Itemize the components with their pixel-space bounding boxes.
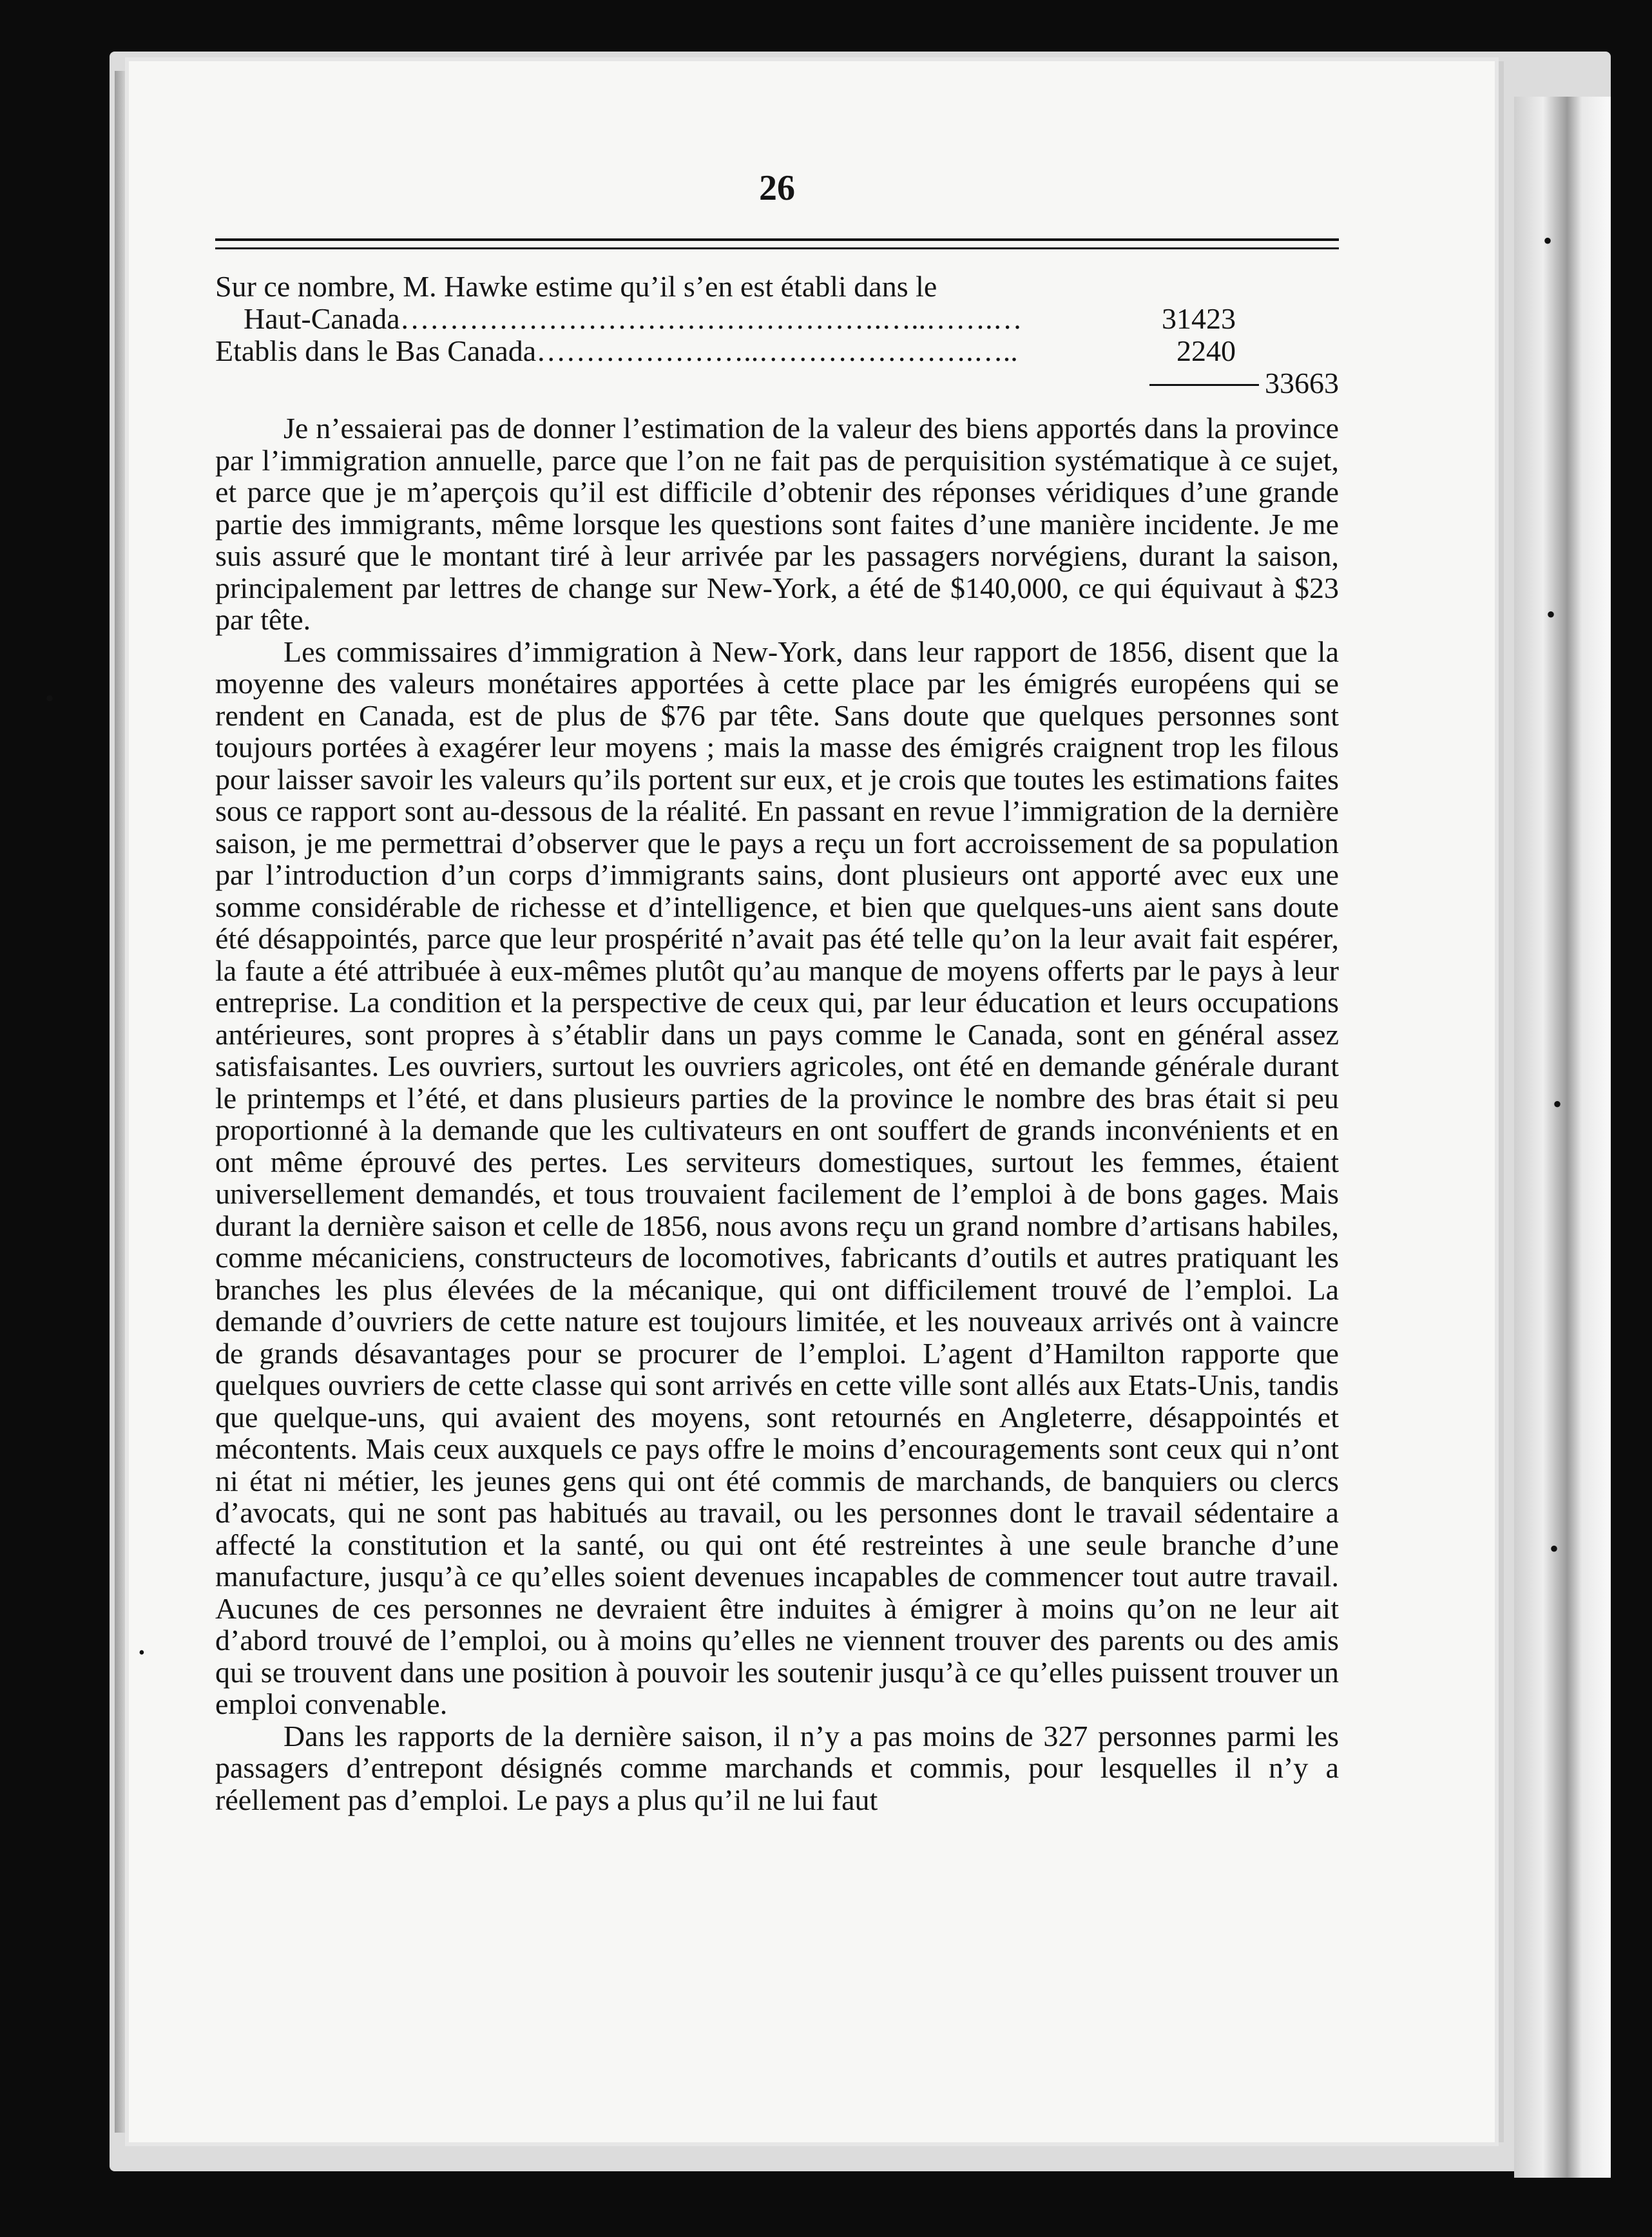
scan-speck: • xyxy=(45,684,55,713)
sum-rule xyxy=(1149,384,1259,386)
stats-intro-text: Sur ce nombre, M. Hawke estime qu’il s’en est établi dans le xyxy=(215,270,937,303)
binding-mark: • xyxy=(1550,1534,1559,1563)
body-text xyxy=(215,412,1339,1816)
stats-intro xyxy=(215,271,1339,303)
paragraph: Les commissaires d’immigration à New-York, dans leur rapport de 1856, disent que la moyenne des valeurs monétaires apportées à cette place par les émigrés européens qui se rendent en Canada, est de plus de $76 par tête. Sans doute que quelques personnes sont toujours portées à exagérer leur moyens ; mais la masse des émigrés craignent trop les filous pour laisser savoir les valeurs qu’ils portent sur eux, et je crois que toutes les estimations faites sous ce rapport sont au-dessous de la réalité. En passant en revue l’immigration de la dernière saison, je me permettrai d’observer que le pays a reçu un fort accroissement de sa population par l’introduction d’un corps d’immigrants sains, dont plusieurs ont apporté avec eux une somme considérable de richesse et d’intelligence, et bien que quelques-uns aient sans doute été désappointés, parce que leur prospérité n’avait pas été telle qu’on la leur avait fait espérer, la faute a été attribuée à eux-mêmes plutôt qu’au manque de moyens offerts par le pays à leur entreprise. La condition et la perspective de ceux qui, par leur éducation et leurs occupations antérieures, sont propres à s’établir dans un pays comme le Canada, sont en général assez satisfaisantes. Les ouvriers, surtout les ouvriers agricoles, ont été en demande générale durant le printemps et l’été, et dans plusieurs parties de la province le nombre des bras était si peu proportionné à la demande que les cultivateurs en ont souffert de grands inconvénients et en ont même éprouvé des pertes. Les serviteurs domestiques, surtout les femmes, étaient universellement demandés, et tous trouvaient facilement de l’emploi à de bons gages. Mais durant la dernière saison et celle de 1856, nous avons reçu un grand nombre d’artisans habiles, comme mécaniciens, constructeurs de locomotives, fabricants d’outils et autres pratiquant les branches les plus élevées de la mécanique, qui ont difficilement trouvé de l’emploi. La demande d’ouvriers de cette nature est toujours limitée, et les nouveaux arrivés ont à vaincre de grands désavantages pour se procurer de l’emploi. L’agent d’Hamilton rapporte que quelques ouvriers de cette classe qui sont arrivés en cette ville sont allés aux Etats-Unis, tandis que quelque-uns, qui avaient des moyens, sont retournés en Angleterre, désappointés et mécontents. Mais ceux auxquels ce pays offre le moins d’encouragements sont ceux qui n’ont ni état ni métier, les jeunes gens qui ont été commis de marchands, de banquiers ou clercs d’avocats, qui ne sont pas habitués au travail, ou les personnes dont le travail sédentaire a affecté la constitution et la santé, ou qui ont été restreintes à une seule branche d’une manufacture, jusqu’à ce qu’elles soient devenues incapables de commencer tout autre travail. Aucunes de ces personnes ne devraient être induites à émigrer à moins qu’on ne leur ait d’abord trouvé de l’emploi, ou à moins qu’elles ne viennent trouver des parents ou des amis qui se trouvent dans une position à pouvoir les soutenir jusqu’à ce qu’elles puissent trouver un emploi convenable. xyxy=(215,635,1339,1720)
paragraph: Dans les rapports de la dernière saison, il n’y a pas moins de 327 personnes parmi les passagers d’entrepont désignés comme marchands et commis, pour lesquelles il n’y a réellement pas d’emploi. Le pays a plus qu’il ne lui faut xyxy=(215,1719,1339,1816)
stats-total-row xyxy=(215,367,1339,399)
stats-row-label: Haut-Canada xyxy=(244,302,400,335)
stats-row-value: 31423 xyxy=(1162,302,1236,335)
settlement-stats xyxy=(215,271,1339,399)
page-number: 26 xyxy=(759,168,795,208)
binding-mark: • xyxy=(1553,1090,1562,1118)
paragraph: Je n’essaierai pas de donner l’estimation de la valeur des biens apportés dans la province par l’immigration annuelle, parce que l’on ne fait pas de perquisition systématique à ce sujet, et parce que je m’aperçois qu’il est difficile d’obtenir des réponses véridiques d’une grande partie des immigrants, même lorsque les questions sont faites d’une manière incidente. Je me suis assuré que le montant tiré à leur arrivée par les passagers norvégiens, durant la saison, principalement par lettres de change sur New-York, a été de $140,000, ce qui équivaut à $23 par tête. xyxy=(215,412,1339,636)
leader-dots: ………………………………………….…..…….… xyxy=(399,302,1023,335)
stats-row-bas-canada xyxy=(215,335,1339,367)
binding-mark: • xyxy=(1543,226,1553,255)
scan-speck: • xyxy=(139,1643,145,1663)
header-double-rule xyxy=(215,238,1339,249)
page-left-edge xyxy=(115,71,130,2133)
page-right-edge xyxy=(1514,97,1611,2178)
binding-mark: • xyxy=(1546,600,1556,629)
leader-dots: …………………..………………….….. xyxy=(536,334,1018,367)
stats-row-haut-canada xyxy=(215,303,1339,335)
stats-row-value: 2240 xyxy=(1177,334,1236,367)
stats-total: 33663 xyxy=(1265,367,1339,399)
stats-row-label: Etablis dans le Bas Canada xyxy=(215,334,537,367)
